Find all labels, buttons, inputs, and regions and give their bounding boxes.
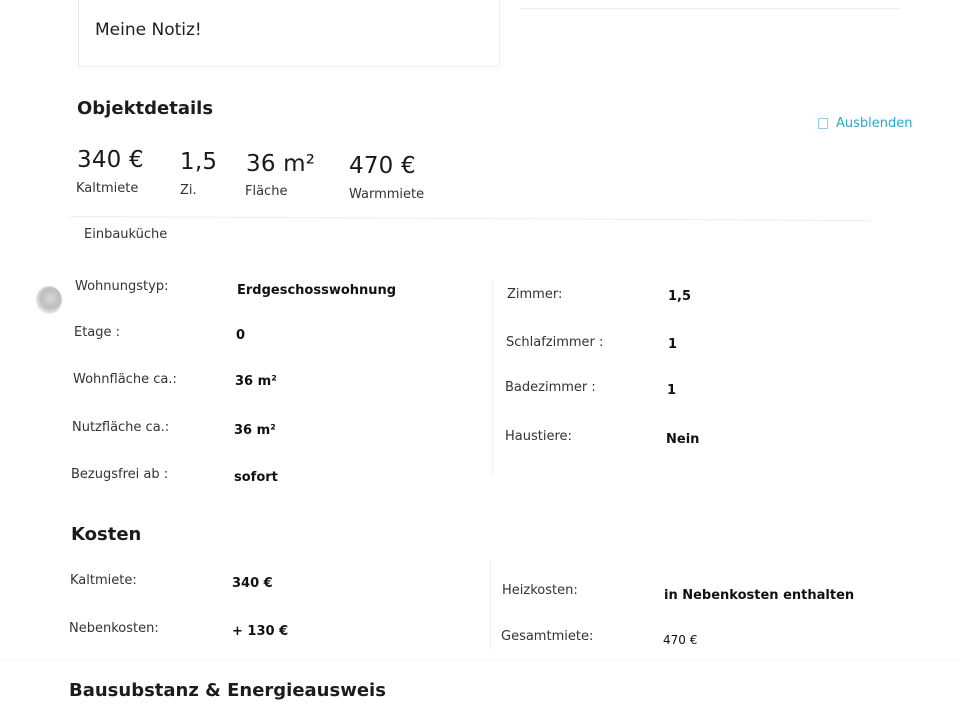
- detail-label: Bezugsfrei ab :: [71, 467, 169, 482]
- detail-label: Haustiere:: [505, 429, 572, 444]
- cost-label: Nebenkosten:: [69, 621, 159, 636]
- detail-label: Wohnungstyp:: [75, 279, 169, 294]
- cost-value: + 130 €: [232, 624, 289, 639]
- cost-label: Gesamtmiete:: [501, 629, 594, 644]
- kpi-zimmer-value: 1,5: [180, 149, 218, 175]
- cost-label: Kaltmiete:: [70, 573, 137, 588]
- detail-value: 0: [236, 328, 246, 343]
- cost-value: in Nebenkosten enthalten: [664, 588, 855, 603]
- detail-value: Nein: [666, 432, 700, 447]
- kpi-zimmer-label: Zi.: [180, 183, 197, 198]
- detail-label: Wohnfläche ca.:: [73, 372, 177, 387]
- detail-value: 36 m²: [234, 423, 276, 438]
- bausubstanz-heading: Bausubstanz & Energieausweis: [69, 680, 386, 701]
- kpi-flaeche-label: Fläche: [245, 184, 288, 199]
- kpi-kaltmiete-value: 340 €: [77, 147, 144, 173]
- checkbox-icon: [818, 118, 828, 129]
- divider: [0, 660, 960, 661]
- detail-label: Zimmer:: [507, 287, 563, 302]
- detail-label: Nutzfläche ca.:: [72, 420, 170, 435]
- divider: [70, 216, 870, 221]
- cost-value: 470 €: [663, 633, 698, 647]
- kpi-flaeche-value: 36 m²: [246, 151, 316, 177]
- detail-value: 1: [668, 337, 678, 352]
- detail-label: Etage :: [74, 325, 121, 340]
- column-divider: [492, 280, 493, 475]
- cost-label: Heizkosten:: [502, 583, 578, 598]
- detail-value: 36 m²: [235, 374, 277, 389]
- detail-value: Erdgeschosswohnung: [237, 283, 397, 298]
- kpi-warmmiete-value: 470 €: [349, 153, 416, 179]
- detail-value: 1: [667, 383, 677, 398]
- column-divider: [490, 560, 491, 650]
- detail-value: sofort: [234, 470, 278, 485]
- hide-link-label: Ausblenden: [836, 116, 913, 131]
- divider: [520, 8, 900, 9]
- detail-value: 1,5: [668, 289, 692, 304]
- feature-tag: Einbauküche: [84, 227, 168, 242]
- note-title: Meine Notiz!: [95, 20, 202, 40]
- detail-label: Schlafzimmer :: [506, 335, 604, 350]
- hide-details-link[interactable]: [818, 116, 913, 131]
- detail-label: Badezimmer :: [505, 380, 596, 395]
- kpi-kaltmiete-label: Kaltmiete: [76, 181, 139, 196]
- kpi-warmmiete-label: Warmmiete: [349, 187, 425, 202]
- kosten-heading: Kosten: [71, 524, 142, 545]
- cost-value: 340 €: [232, 576, 273, 591]
- loading-spinner-icon: [36, 286, 62, 314]
- objektdetails-heading: Objektdetails: [77, 98, 214, 119]
